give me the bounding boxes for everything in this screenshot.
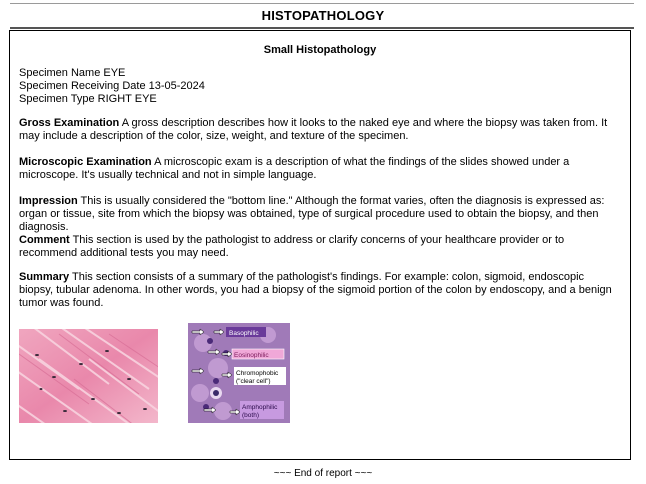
top-rule bbox=[10, 3, 634, 4]
section-label: Comment bbox=[19, 234, 70, 246]
section-text: A microscopic exam is a description of what the findings of the slides showed under a microscope. It's usually technical and not in simple language. bbox=[19, 156, 570, 182]
section-text: This section consists of a summary of the pathologist's findings. For example: colon, sigmoid, endoscopic biopsy, tubular adenoma. In other words, you had a biopsy of the sigmoid portion of the colon by endoscopy, and a benign tumor was found. bbox=[19, 271, 612, 310]
specimen-type: Specimen Type RIGHT EYE bbox=[19, 93, 157, 105]
specimen-name: Specimen Name EYE bbox=[19, 67, 126, 79]
title-underline bbox=[10, 27, 634, 29]
impression-section bbox=[19, 195, 619, 235]
label-eosinophilic: Eosinophilic bbox=[234, 352, 269, 359]
histology-image-muscle bbox=[19, 329, 158, 423]
section-label: Microscopic Examination bbox=[19, 156, 152, 168]
label-chromophobic: Chromophobic bbox=[236, 370, 279, 377]
label-basophilic: Basophilic bbox=[229, 330, 259, 337]
label-both: (both) bbox=[242, 412, 259, 419]
report-box bbox=[9, 30, 631, 460]
microscopic-examination-section bbox=[19, 156, 619, 182]
section-label: Gross Examination bbox=[19, 117, 120, 129]
report-subtitle: Small Histopathology bbox=[263, 44, 377, 56]
specimen-date: Specimen Receiving Date 13-05-2024 bbox=[19, 80, 205, 92]
section-text: This is usually considered the "bottom line." Although the format varies, often the diagnosis is expressed as: organ or tissue, site from which the biopsy was obtained, type of surgical procedure used to obtain the biopsy, and then diagnosis. bbox=[19, 195, 605, 234]
label-clear-cell: ("clear cell") bbox=[236, 378, 271, 385]
summary-section bbox=[19, 271, 619, 311]
section-label: Summary bbox=[19, 271, 70, 283]
section-text: This section is used by the pathologist to address or clarify concerns of your healthcare provider or to recommend additional tests you may need. bbox=[19, 234, 565, 260]
end-of-report: ~~~ End of report ~~~ bbox=[273, 468, 373, 479]
label-amphophilic: Amphophilic bbox=[242, 404, 278, 411]
specimen-info bbox=[19, 67, 205, 106]
section-label: Impression bbox=[19, 195, 78, 207]
section-text: A gross description describes how it looks to the naked eye and where the biopsy was taken from. It may include a description of the color, size, weight, and texture of the specimen. bbox=[19, 117, 608, 143]
page-title: HISTOPATHOLOGY bbox=[261, 8, 385, 23]
comment-section bbox=[19, 234, 619, 260]
histology-image-stains bbox=[188, 323, 290, 423]
gross-examination-section bbox=[19, 117, 619, 143]
